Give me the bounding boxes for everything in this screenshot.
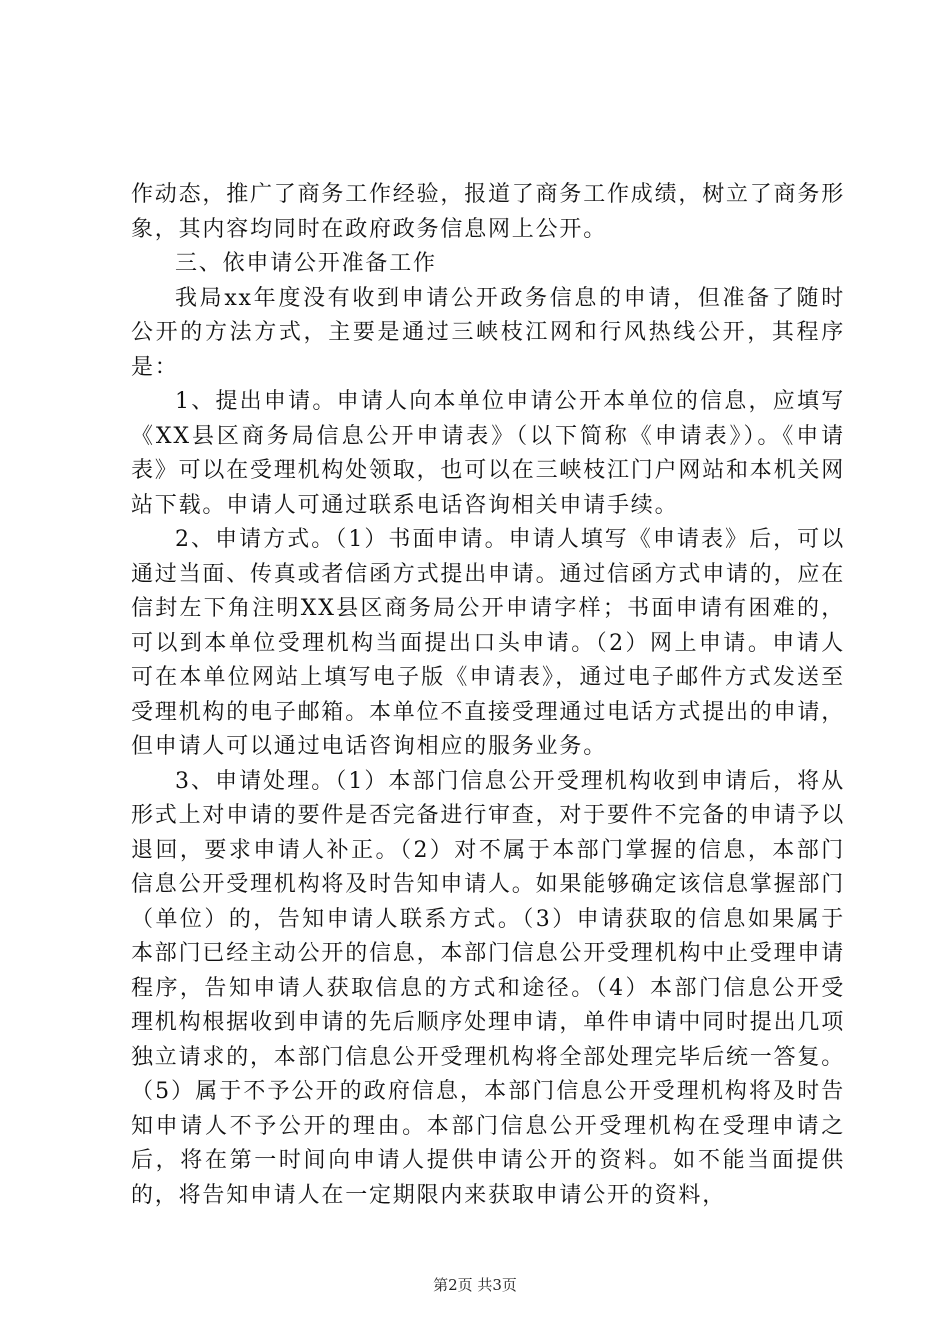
page-number: 第2页 共3页 — [433, 1276, 517, 1294]
paragraph-1: 作动态，推广了商务工作经验，报道了商务工作成绩，树立了商务形象，其内容均同时在政府政务信息网上公开。 — [131, 182, 846, 242]
paragraph-5: 2、申请方式。（1）书面申请。申请人填写《申请表》后，可以通过当面、传真或者信函方式提出申请。通过信函方式申请的，应在信封左下角注明XX县区商务局公开申请字样；书面申请有困难的，可以到本单位受理机构当面提出口头申请。（2）网上申请。申请人可在本单位网站上填写电子版《申请表》，通过电子邮件方式发送至受理机构的电子邮箱。本单位不直接受理通过电话方式提出的申请，但申请人可以通过电话咨询相应的服务业务。 — [131, 527, 846, 759]
document-body — [131, 178, 845, 1213]
paragraph-6: 3、申请处理。（1）本部门信息公开受理机构收到申请后，将从形式上对申请的要件是否完备进行审查，对于要件不完备的申请予以退回，要求申请人补正。（2）对不属于本部门掌握的信息，本部门信息公开受理机构将及时告知申请人。如果能够确定该信息掌握部门（单位）的，告知申请人联系方式。（3）申请获取的信息如果属于本部门已经主动公开的信息，本部门信息公开受理机构中止受理申请程序，告知申请人获取信息的方式和途径。（4）本部门信息公开受理机构根据收到申请的先后顺序处理申请，单件申请中同时提出几项独立请求的，本部门信息公开受理机构将全部处理完毕后统一答复。（5）属于不予公开的政府信息，本部门信息公开受理机构将及时告知申请人不予公开的理由。本部门信息公开受理机构在受理申请之后，将在第一时间向申请人提供申请公开的资料。如不能当面提供的，将告知申请人在一定期限内来获取申请公开的资料， — [131, 768, 846, 1208]
paragraph-4: 1、提出申请。申请人向本单位申请公开本单位的信息，应填写《XX县区商务局信息公开申请表》（以下简称《申请表》）。《申请表》可以在受理机构处领取，也可以在三峡枝江门户网站和本机关网站下载。申请人可通过联系电话咨询相关申请手续。 — [131, 389, 846, 518]
page-footer — [0, 1274, 950, 1295]
section-heading: 三、依申请公开准备工作 — [175, 251, 437, 276]
paragraph-3: 我局xx年度没有收到申请公开政务信息的申请，但准备了随时公开的方法方式，主要是通过三峡枝江网和行风热线公开，其程序是： — [131, 285, 845, 380]
